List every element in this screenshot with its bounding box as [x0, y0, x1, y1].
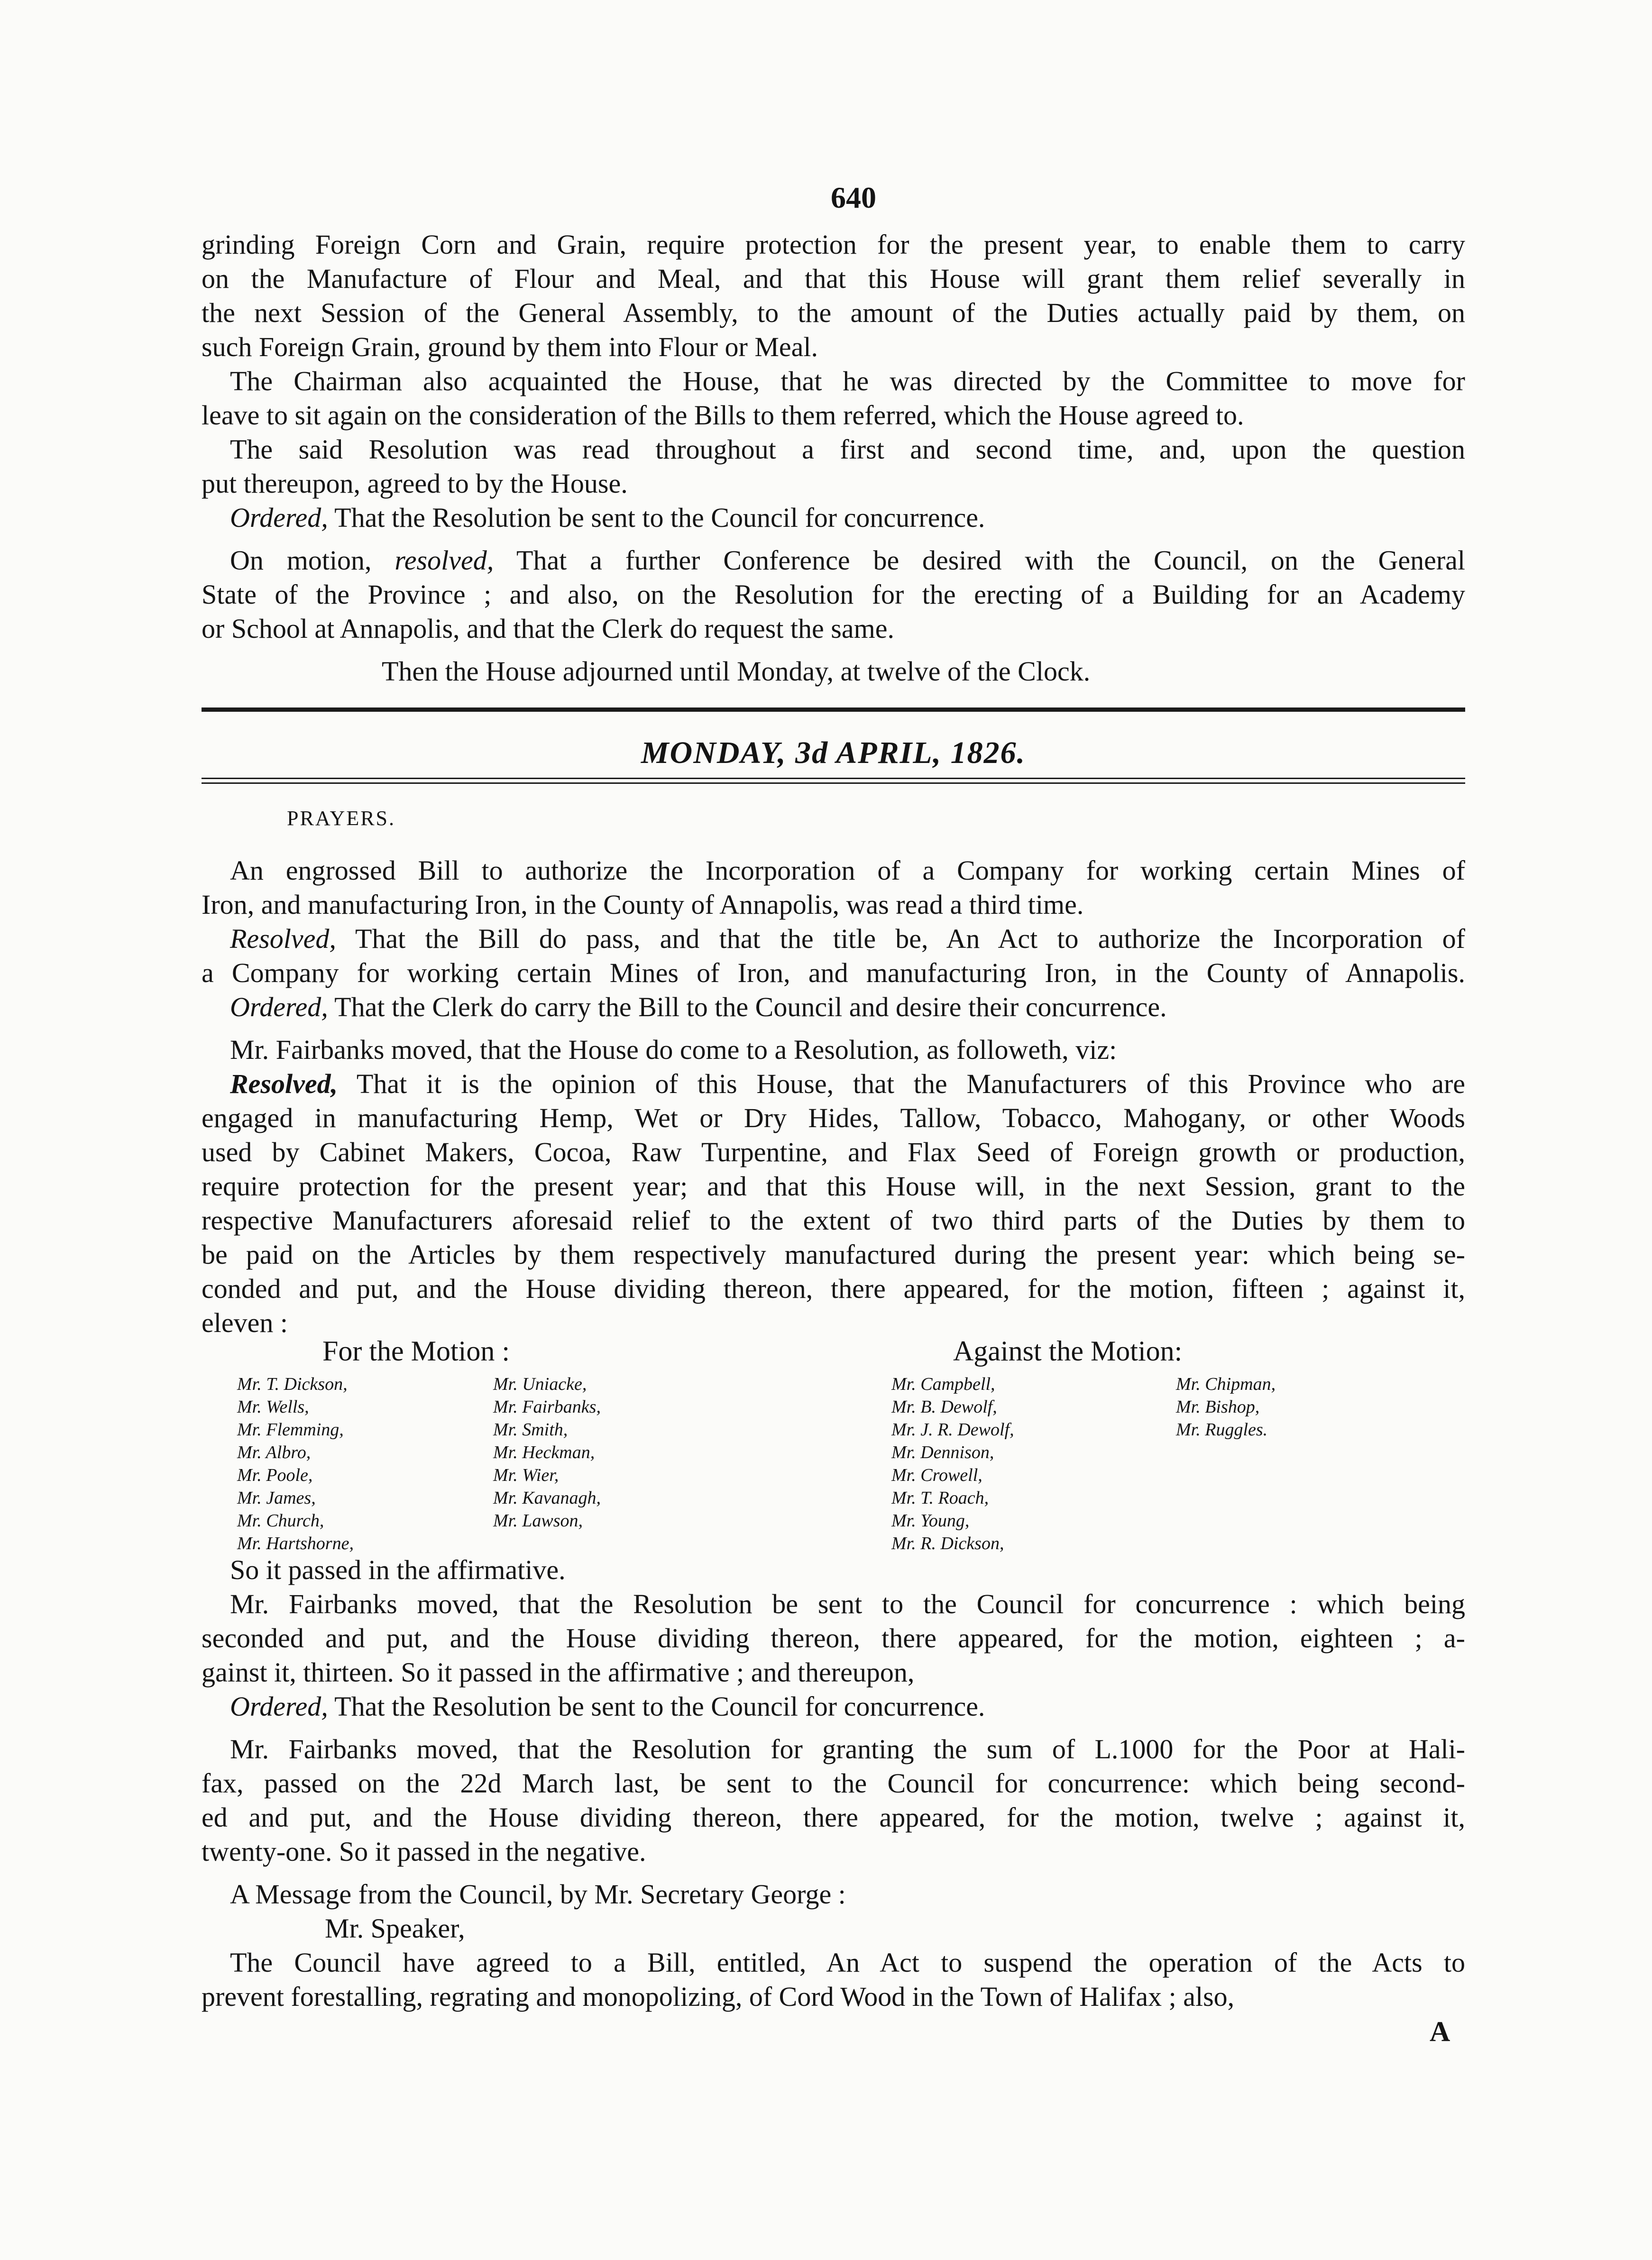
catchword: A — [1430, 2016, 1450, 2047]
member-name: Mr. Flemming, — [237, 1420, 344, 1440]
text-line: the next Session of the General Assembly, to the amount of the Duties actually paid by them, on — [202, 297, 1465, 328]
text-line: The Council have agreed to a Bill, entitled, An Act to suspend the operation of the Acts to — [230, 1947, 1465, 1978]
for-motion-column-1 — [237, 1373, 354, 1555]
speaker-salutation: Mr. Speaker, — [325, 1913, 465, 1944]
member-name: Mr. Wells, — [237, 1397, 309, 1417]
text-line: fax, passed on the 22d March last, be sent to the Council for concurrence: which being second- — [202, 1768, 1465, 1799]
date-heading: MONDAY, 3d APRIL, 1826. — [641, 735, 1026, 770]
text-line: ed and put, and the House dividing thereon, there appeared, for the motion, twelve ; against it, — [202, 1802, 1465, 1833]
text-line: grinding Foreign Corn and Grain, require protection for the present year, to enable them to carry — [202, 229, 1465, 260]
text-line: engaged in manufacturing Hemp, Wet or Dry Hides, Tallow, Tobacco, Mahogany, or other Woods — [202, 1102, 1465, 1133]
member-name: Mr. Hartshorne, — [237, 1534, 354, 1553]
text-line: State of the Province ; and also, on the Resolution for the erecting of a Building for an Academy — [202, 579, 1465, 610]
text-line: Mr. Fairbanks moved, that the Resolution be sent to the Council for concurrence : which being — [230, 1589, 1465, 1619]
text-line: The Chairman also acquainted the House, that he was directed by the Committee to move for — [230, 366, 1465, 396]
member-name: Mr. Albro, — [237, 1442, 311, 1462]
member-name: Mr. Poole, — [237, 1465, 313, 1485]
ordered-text: That the Resolution be sent to the Council for concurrence. — [328, 502, 985, 533]
member-name: Mr. Uniacke, — [493, 1374, 587, 1394]
member-name: Mr. Kavanagh, — [493, 1488, 601, 1508]
text-line: be paid on the Articles by them respectively manufactured during the present year: which being se- — [202, 1239, 1465, 1270]
ordered-lead: Ordered, — [230, 502, 328, 533]
member-name: Mr. B. Dewolf, — [891, 1397, 997, 1417]
text-line: require protection for the present year; and that this House will, in the next Session, grant to the — [202, 1171, 1465, 1202]
member-name: Mr. Dennison, — [891, 1442, 994, 1462]
council-message-heading: A Message from the Council, by Mr. Secretary George : — [230, 1879, 846, 1910]
text-line: a Company for working certain Mines of Iron, and manufacturing Iron, in the County of Annapolis. — [202, 957, 1465, 988]
member-name: Mr. Chipman, — [1176, 1374, 1276, 1394]
affirmative-line: So it passed in the affirmative. — [230, 1554, 566, 1585]
text-line: or School at Annapolis, and that the Clerk do request the same. — [202, 613, 894, 644]
heading-rule-top — [202, 707, 1465, 712]
member-name: Mr. R. Dickson, — [891, 1534, 1004, 1553]
heading-rule-bottom-double — [202, 782, 1465, 784]
for-motion-heading: For the Motion : — [322, 1335, 510, 1367]
text-line: Iron, and manufacturing Iron, in the County of Annapolis, was read a third time. — [202, 889, 1084, 920]
fairbanks-motion-resolution: Mr. Fairbanks moved, that the House do come to a Resolution, as followeth, viz: — [230, 1034, 1117, 1065]
member-name: Mr. T. Dickson, — [237, 1374, 348, 1394]
member-name: Mr. T. Roach, — [891, 1488, 989, 1508]
member-name: Mr. Lawson, — [493, 1511, 583, 1531]
member-name: Mr. Church, — [237, 1511, 324, 1531]
member-name: Mr. J. R. Dewolf, — [891, 1420, 1014, 1440]
member-name: Mr. Young, — [891, 1511, 970, 1531]
member-name: Mr. James, — [237, 1488, 316, 1508]
against-motion-column-1 — [891, 1373, 1014, 1555]
for-motion-column-2 — [493, 1373, 601, 1532]
text-line: Resolved, That the Bill do pass, and that the title be, An Act to authorize the Incorporation of — [230, 923, 1465, 954]
against-motion-heading: Against the Motion: — [953, 1335, 1183, 1367]
text-line: The said Resolution was read throughout a first and second time, and, upon the question — [230, 434, 1465, 465]
ordered-resolution-council — [202, 501, 1465, 535]
member-name: Mr. Campbell, — [891, 1374, 995, 1394]
text-line: used by Cabinet Makers, Cocoa, Raw Turpentine, and Flax Seed of Foreign growth or production, — [202, 1137, 1465, 1167]
text-line: Resolved, That it is the opinion of this House, that the Manufacturers of this Province who are — [230, 1068, 1465, 1099]
text-line: such Foreign Grain, ground by them into Flour or Meal. — [202, 331, 818, 362]
adjourned-line: Then the House adjourned until Monday, at twelve of the Clock. — [382, 656, 1091, 687]
member-name: Mr. Bishop, — [1176, 1397, 1260, 1417]
text-line: Mr. Fairbanks moved, that the Resolution for granting the sum of L.1000 for the Poor at Hali- — [230, 1734, 1465, 1764]
text-line: leave to sit again on the consideration of the Bills to them referred, which the House agreed to. — [202, 400, 1244, 431]
member-name: Mr. Crowell, — [891, 1465, 982, 1485]
page-number: 640 — [831, 181, 876, 214]
ordered-clerk-bill: Ordered, That the Clerk do carry the Bill to the Council and desire their concurrence. — [230, 992, 1167, 1022]
member-name: Mr. Wier, — [493, 1465, 559, 1485]
prayers-label: PRAYERS. — [287, 807, 396, 830]
text-line: prevent forestalling, regrating and monopolizing, of Cord Wood in the Town of Halifax ; also, — [202, 1981, 1235, 2012]
member-name: Mr. Smith, — [493, 1420, 568, 1440]
text-line: eleven : — [202, 1307, 288, 1338]
text-line: twenty-one. So it passed in the negative. — [202, 1836, 646, 1867]
member-name: Mr. Ruggles. — [1176, 1420, 1268, 1440]
text-line: On motion, resolved, That a further Conference be desired with the Council, on the General — [230, 545, 1465, 576]
text-line: put thereupon, agreed to by the House. — [202, 468, 628, 499]
text-line: An engrossed Bill to authorize the Incorporation of a Company for working certain Mines of — [230, 855, 1465, 886]
text-line: on the Manufacture of Flour and Meal, and that this House will grant them relief severally in — [202, 263, 1465, 294]
heading-rule-bottom — [202, 778, 1465, 779]
member-name: Mr. Heckman, — [493, 1442, 595, 1462]
text-line: conded and put, and the House dividing thereon, there appeared, for the motion, fifteen ; against it, — [202, 1273, 1465, 1304]
member-name: Mr. Fairbanks, — [493, 1397, 601, 1417]
ordered-resolution-council-2: Ordered, That the Resolution be sent to the Council for concurrence. — [230, 1691, 985, 1722]
text-line: gainst it, thirteen. So it passed in the affirmative ; and thereupon, — [202, 1657, 915, 1688]
against-motion-column-2 — [1176, 1373, 1276, 1441]
text-line: respective Manufacturers aforesaid relief to the extent of two third parts of the Duties by them to — [202, 1205, 1465, 1236]
text-line: seconded and put, and the House dividing thereon, there appeared, for the motion, eighteen ; a- — [202, 1623, 1465, 1654]
